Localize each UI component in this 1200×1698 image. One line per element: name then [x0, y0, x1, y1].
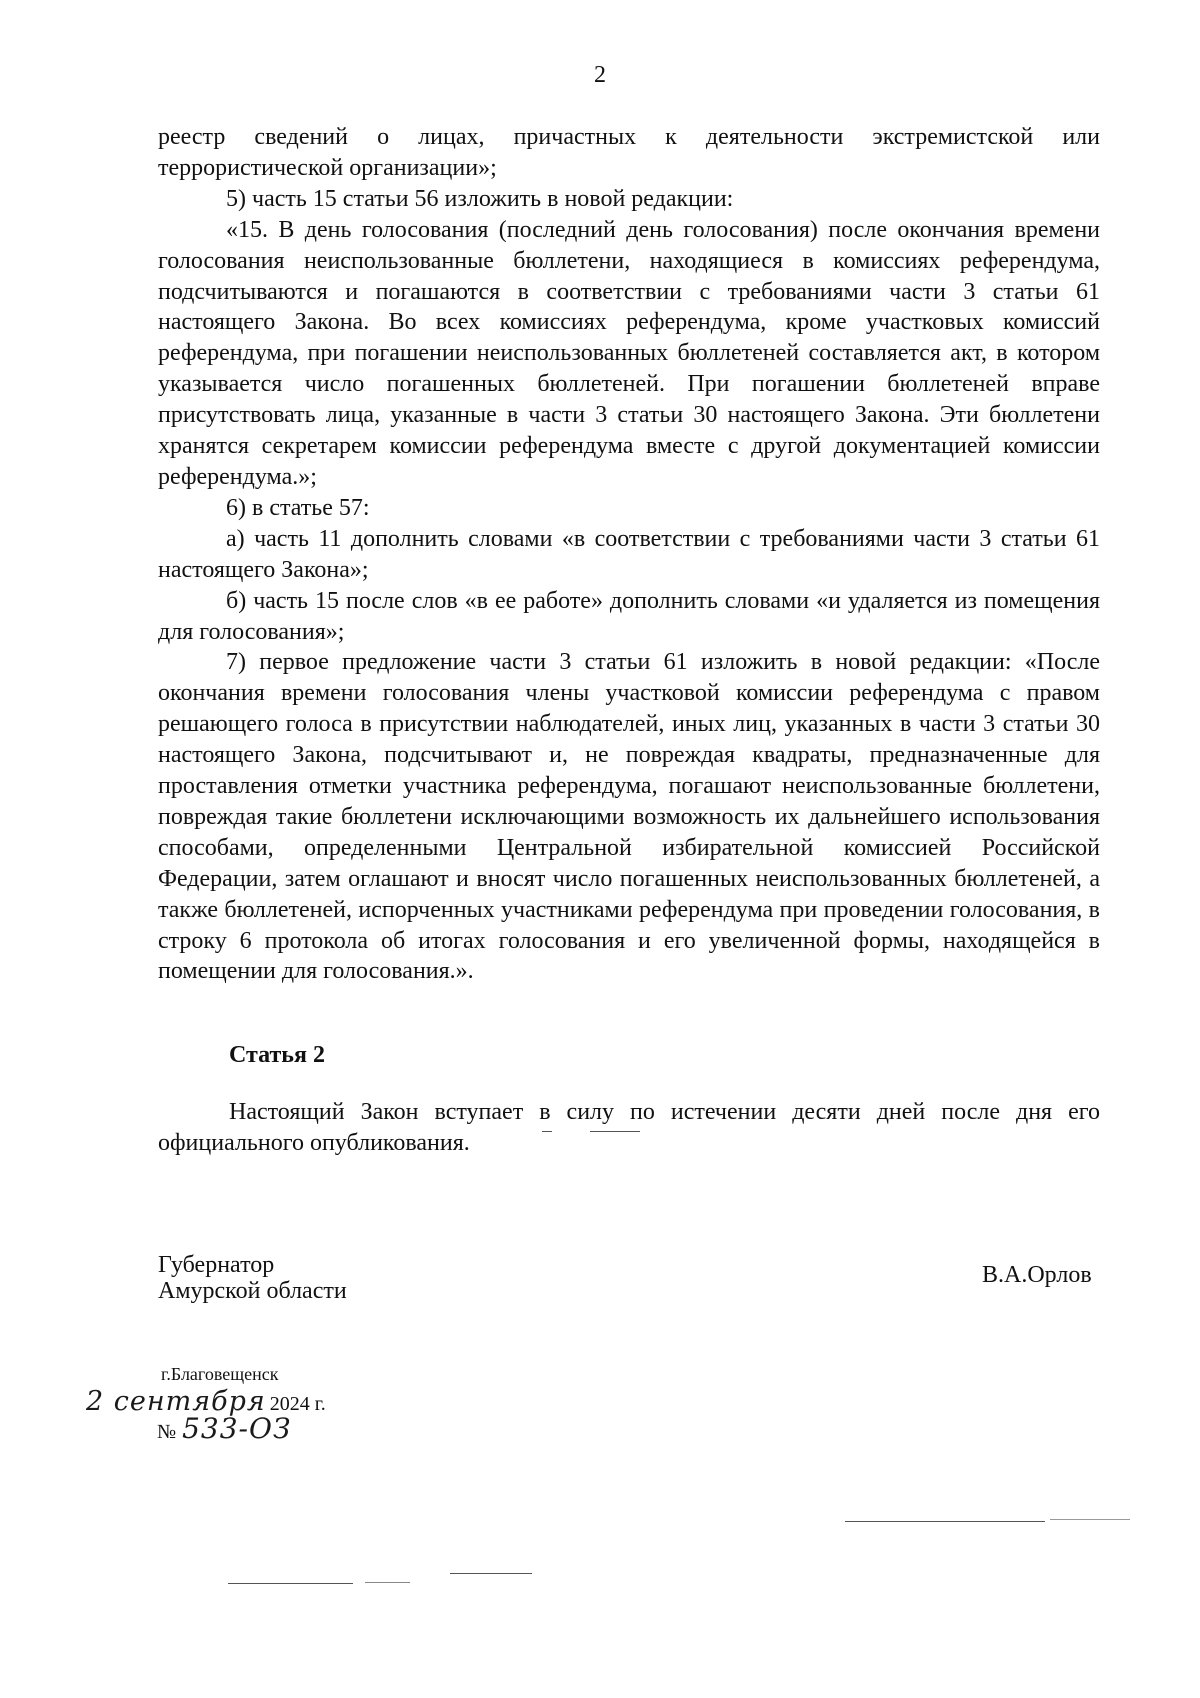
scan-stroke	[365, 1582, 410, 1583]
handwritten-date: 2 сентября	[86, 1386, 266, 1417]
paragraph: реестр сведений о лицах, причастных к деятельности экстремистской или террористической организации»;	[158, 124, 1100, 181]
handwritten-number: 533-ОЗ	[182, 1412, 292, 1445]
scan-stroke	[450, 1573, 532, 1574]
place-of-signing: г.Благовещенск	[161, 1364, 279, 1384]
article-heading: Статья 2	[229, 1042, 325, 1068]
paragraph: «15. В день голосования (последний день голосования) после окончания времени голосования неиспользованные бюллетени, находящиеся в комиссиях референдума, подсчитываются и погашаются в соответствии с требованиями части 3 статьи 61 настоящего Закона. Во всех комиссиях референдума, кроме участковых комиссий референдума, при погашении неиспользованных бюллетеней составляется акт, в котором указывается число погашенных бюллетеней. При погашении бюллетеней вправе присутствовать лица, указанные в части 3 статьи 30 настоящего Закона. Эти бюллетени хранятся секретарем комиссии референдума вместе с другой документацией комиссии референдума.»;	[158, 216, 1100, 490]
number-sign: №	[157, 1421, 177, 1443]
signatory-name: В.А.Орлов	[982, 1262, 1092, 1288]
scan-stroke	[228, 1583, 353, 1584]
law-amendments-text	[158, 122, 1100, 987]
scan-stroke	[845, 1521, 1045, 1522]
signatory-title	[158, 1252, 347, 1304]
article-body	[158, 1097, 1100, 1159]
scan-stroke	[590, 1131, 640, 1132]
paragraph: а) часть 11 дополнить словами «в соответствии с требованиями части 3 статьи 61 настоящего Закона»;	[158, 525, 1100, 583]
law-number	[157, 1412, 295, 1445]
date-year: 2024 г.	[269, 1393, 326, 1415]
paragraph: Настоящий Закон вступает в силу по истечении десяти дней после дня его официального опубликования.	[158, 1099, 1100, 1156]
paragraph: 7) первое предложение части 3 статьи 61 изложить в новой редакции: «После окончания времени голосования члены участковой комиссии референдума с правом решающего голоса в присутствии наблюдателей, иных лиц, указанных в части 3 статьи 30 настоящего Закона, подсчитывают и, не повреждая квадраты, предназначенные для проставления отметки участника референдума, погашают неиспользованные бюллетени, повреждая такие бюллетени исключающими возможность их дальнейшего использования способами, определенными Центральной избирательной комиссией Российской Федерации, затем оглашают и вносят число погашенных неиспользованных бюллетеней, а также бюллетеней, испорченных участниками референдума при проведении голосования, в строку 6 протокола об итогах голосования и его увеличенной формы, находящейся в помещении для голосования.».	[158, 649, 1100, 985]
paragraph: 5) часть 15 статьи 56 изложить в новой редакции:	[226, 185, 734, 212]
paragraph: 6) в статье 57:	[226, 494, 370, 521]
scan-stroke	[1050, 1519, 1130, 1520]
page-number: 2	[594, 62, 606, 88]
paragraph: б) часть 15 после слов «в ее работе» дополнить словами «и удаляется из помещения для голосования»;	[158, 587, 1100, 645]
signatory-title-line: Губернатор	[158, 1252, 275, 1278]
signatory-title-line: Амурской области	[158, 1278, 347, 1304]
scan-stroke	[542, 1131, 552, 1132]
